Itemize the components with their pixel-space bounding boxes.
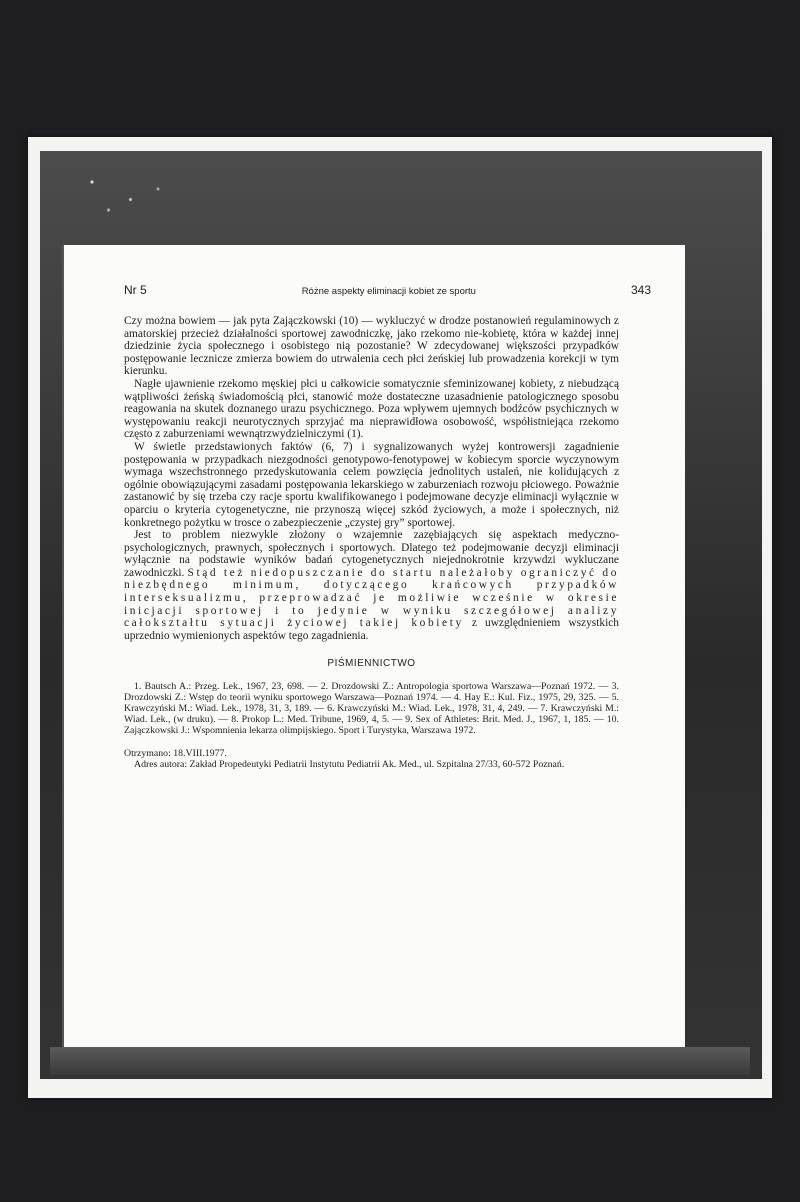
photocopy-dark-border	[40, 151, 762, 1079]
journal-page	[62, 245, 685, 1059]
received-date: Otrzymano: 18.VIII.1977.	[124, 748, 227, 760]
paragraph-4-text: Jest to problem niezwykle złożony o wzajemnie zazębiających się aspektach medyczno-psychologicznych, prawnych, społecznych i sportowych. Dlatego też podejmowanie decyzji eliminacji wyłącznie na podstawie wyników badań cytogenetycznych niejednokrotnie krzywdzi wykluczane zawodniczki.	[124, 529, 619, 579]
running-header	[124, 283, 651, 297]
paragraph-3: W świetle przedstawionych faktów (6, 7) i sygnalizowanych wyżej kontrowersji zagadnienie postępowania w przypadkach niezgodności genotypowo-fenotypowej w kobiecym sporcie wyczynowym wymaga wszechstronnego przedyskutowania celem powzięcia jednolitych ustaleń, nie kolidujących z ogólnie obowiązującymi zasadami postępowania lekarskiego w zaburzeniach rozwoju płciowego. Poważnie zastanowić by się trzeba czy racje sportu kwalifikowanego i podejmowane decyzje eliminacji wyłącznie w oparciu o kryteria cytogenetyczne, nie przynoszą więcej szkód życiowych, a może i społecznych, niż konkretnego pożytku w trosce o zabezpieczenie „czystej gry” sportowej.	[124, 440, 619, 529]
paragraph-4-tail: z uwzględnieniem wszystkich uprzednio wymienionych aspektów tego zagadnienia.	[124, 617, 619, 642]
references-heading: PIŚMIENNICTWO	[327, 658, 416, 670]
paragraph-2: Nagłe ujawnienie rzekomo męskiej płci u całkowicie somatycznie sfeminizowanej kobiety, z niebudzącą wątpliwości żeńską świadomością płci, stanowić może dostateczne uzasadnienie patologicznego sposobu reagowania na skutek doznanego urazu psychicznego. Poza wpływem ujemnych bodźców psychicznych w występowaniu reakcji neurotycznych sprzyjać ma nieprawidłowa osobowość, współistniejąca rzekomo często z zaburzeniami wewnątrzwydzielniczymi (1).	[124, 377, 619, 441]
author-address: Adres autora: Zakład Propedeutyki Pediatrii Instytutu Pediatrii Ak. Med., ul. Szpitalna 27/33, 60-572 Poznań.	[134, 759, 565, 771]
photocopy-bottom-band	[50, 1047, 750, 1075]
paragraph-4	[124, 529, 619, 642]
article-body	[124, 315, 619, 770]
paragraph-4-emphasis: Stąd też niedopuszczanie do startu należałoby ograniczyć do niezbędnego minimum, dotyczącego krańcowych przypadków interseksualizmu, przeprowadzać je możliwie wcześnie w okresie inicjacji sportowej i to jedynie w wyniku szczegółowej analizy całokształtu sytuacji życiowej takiej kobiety	[124, 566, 619, 630]
running-title: Różne aspekty eliminacji kobiet ze sportu	[301, 286, 476, 297]
issue-number: Nr 5	[124, 283, 147, 297]
photocopy-speckle	[70, 161, 180, 231]
page-number: 343	[630, 283, 651, 297]
paragraph-1: Czy można bowiem — jak pyta Zajączkowski (10) — wykluczyć w drodze postanowień regulaminowych z amatorskiej przecież działalności sportowej zawodniczkę, jako rzekomo nie-kobietę, która w każdej innej dziedzinie życia społecznego i osobistego nią pozostanie? W zdecydowanej większości przypadków postępowanie lecznicze zmierza bowiem do utrwalenia cech płci żeńskiej lub prowadzenia korekcji w tym kierunku.	[124, 315, 619, 378]
references-list: 1. Bautsch A.: Przeg. Lek., 1967, 23, 698. — 2. Drozdowski Z.: Antropologia sportowa Warszawa—Poznań 1972. — 3. Drozdowski Z.: Wstęp do teorii wyniku sportowego Warszawa—Poznań 1974. — 4. Hay E.: Kul. Fiz., 1975, 29, 325. — 5. Krawczyński M.: Wiad. Lek., 1978, 31, 3, 189. — 6. Krawczyński M.: Wiad. Lek., 1978, 31, 4, 249. — 7. Krawczyński M.: Wiad. Lek., (w druku). — 8. Prokop L.: Med. Tribune, 1969, 4, 5. — 9. Sex of Athletes: Brit. Med. J., 1967, 1, 185. — 10. Zajączkowski J.: Wspomnienia lekarza olimpijskiego. Sport i Turystyka, Warszawa 1972.	[124, 681, 619, 737]
photocopy-sheet	[28, 137, 772, 1098]
